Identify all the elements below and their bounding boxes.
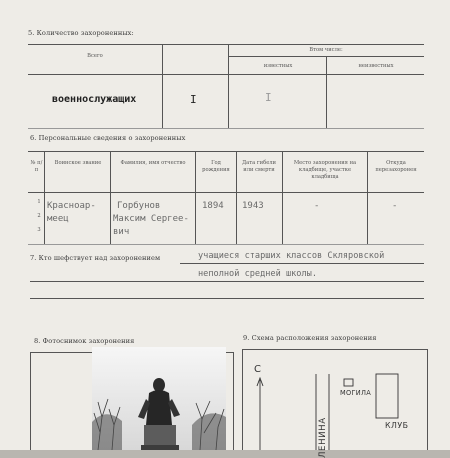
table6-header-bottom — [28, 192, 424, 193]
header-burial-place: Место захоронения на кладбище, участке кладбища — [293, 160, 357, 180]
photo-frame-left — [30, 352, 31, 450]
section7-title: 7. Кто шефствует над захоронением — [30, 254, 161, 262]
name-line-3: вич — [113, 227, 130, 237]
col-unknown-header: неизвестных — [358, 63, 394, 69]
rank-line-1: Красноар- — [47, 201, 96, 211]
table6-col-sep-5 — [282, 151, 283, 244]
col-total-header: Всего — [87, 53, 103, 59]
location-scheme-drawing — [243, 360, 427, 450]
scheme-frame-top — [242, 349, 428, 350]
patron-line-2: неполной средней школы. — [198, 269, 317, 279]
table5-bottom-border — [28, 128, 424, 129]
table6-col-sep-3 — [195, 151, 196, 244]
section5-title: 5. Количество захороненных: — [28, 29, 134, 37]
table5-col-sep-2 — [228, 44, 229, 128]
header-number: № п/п — [30, 160, 43, 173]
row-number-1: 1 — [37, 199, 41, 205]
street-label: ЛЕНИНА — [318, 417, 328, 458]
grave-marker-icon — [344, 379, 353, 386]
section8-title: 8. Фотоснимок захоронения — [34, 337, 135, 345]
patron-underline-1 — [180, 263, 424, 264]
rank-line-2: меец — [47, 214, 69, 224]
name-line-2: Максим Сергее- — [113, 214, 189, 224]
table6-col-sep-4 — [236, 151, 237, 244]
patron-line-1: учащиеся старших классов Скляровской — [198, 251, 385, 261]
table5-col-sep-1 — [162, 44, 163, 128]
row-number-2: 2 — [37, 213, 41, 219]
header-rank: Воинское звание — [54, 160, 102, 166]
reburied-from: - — [392, 201, 398, 211]
club-building-icon — [376, 374, 398, 418]
col-of-them-header: Втом числе: — [309, 47, 343, 53]
header-death-date: Дата гибели или смерти — [241, 160, 277, 173]
row-number-3: 3 — [37, 227, 41, 233]
north-mark: С — [254, 364, 261, 375]
section9-title: 9. Схема расположения захоронения — [243, 334, 377, 342]
birth-year: 1894 — [202, 201, 224, 211]
header-reburied-from: Откуда перезахоронен — [375, 160, 417, 173]
grave-label: МОГИЛА — [340, 389, 372, 397]
table6-col-sep-1 — [44, 151, 45, 244]
row-total-value: I — [190, 93, 197, 106]
row-known-value: I — [265, 91, 272, 104]
scheme-frame-right — [427, 349, 428, 450]
table6-bottom-border — [28, 244, 424, 245]
section6-title: 6. Персональные сведения о захороненных — [30, 134, 186, 142]
table6-col-sep-6 — [367, 151, 368, 244]
patron-underline-3 — [30, 298, 424, 299]
table6-col-sep-2 — [110, 151, 111, 244]
burial-place: - — [314, 201, 320, 211]
death-year: 1943 — [242, 201, 264, 211]
header-name: Фамилия, имя отчество — [120, 160, 186, 166]
header-birth-year: Год рождения — [202, 160, 230, 173]
row-servicemen-label: военнослужащих — [52, 94, 137, 105]
table6-top-border — [28, 151, 424, 152]
grave-monument-photo — [92, 347, 226, 450]
table5-header-bottom — [28, 74, 424, 75]
patron-underline-2 — [30, 281, 424, 282]
name-line-1: Горбунов — [117, 201, 161, 211]
club-label: КЛУБ — [385, 421, 409, 430]
col-known-header: известных — [263, 63, 293, 69]
table5-col-sep-3 — [326, 56, 327, 128]
table5-top-border — [28, 44, 424, 45]
photo-frame-right — [233, 352, 234, 450]
